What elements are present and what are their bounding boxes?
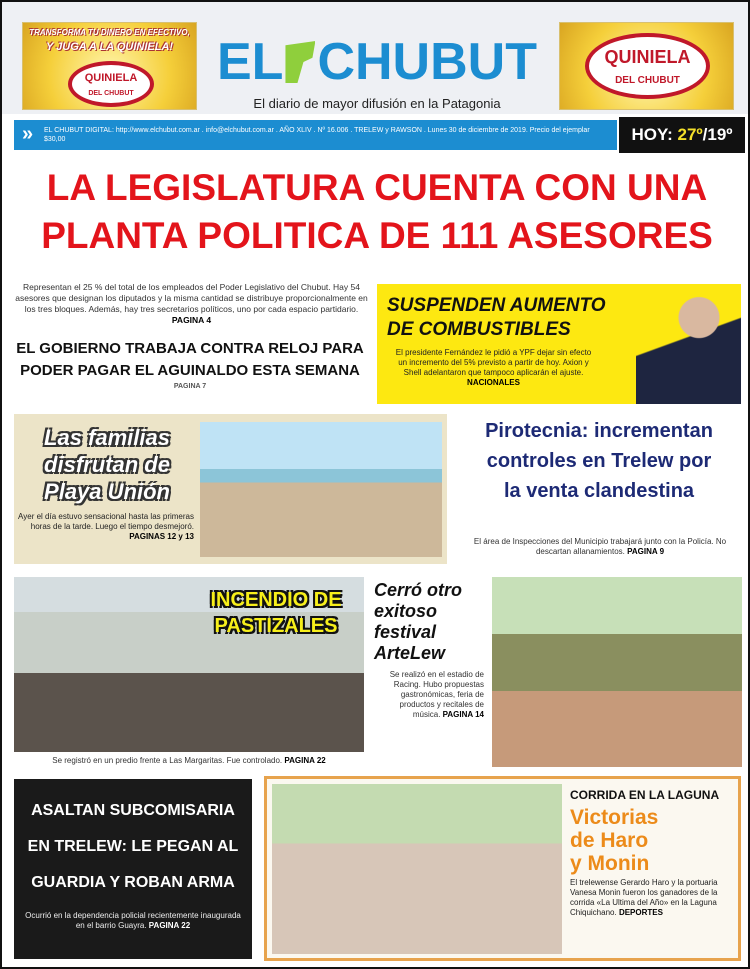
info-text: EL CHUBUT DIGITAL: http://www.elchubut.com.ar . info@elchubut.com.ar . AÑO XLIV . Nº 16.006 . TRELEW y RAWSON . Lunes 30 de diciembre de 2019. Precio del ejemplar $30,00	[44, 127, 590, 143]
info-bar	[14, 120, 617, 150]
logo[interactable]: EL CHUBUT	[217, 33, 537, 91]
main-headline[interactable]: LA LEGISLATURA CUENTA CON UNA PLANTA POLITICA DE 111 ASESORES	[41, 167, 713, 256]
incendio-text: Se registró en un predio frente a Las Margaritas. Fue controlado. PAGINA 22	[52, 756, 326, 765]
temperature-box: HOY: 27º/19º	[619, 117, 745, 153]
subcomisaria-text: Ocurrió en la dependencia policial recientemente inaugurada en el barrio Guayra. PAGINA 22	[25, 911, 241, 930]
incendio-headline[interactable]: INCENDIO DE PASTIZALES	[210, 589, 342, 637]
ad-text: TRANSFORMA TU DINERO EN EFECTIVO,	[29, 28, 190, 37]
combustibles-text: El presidente Fernández le pidió a YPF dejar sin efecto un incremento del 5% previsto a partir de hoy. Axion y Shell adelantaron que tampoco aplicarán el ajuste. NACIONALES	[395, 348, 592, 387]
combustibles-headline: SUSPENDEN AUMENTO DE COMBUSTIBLES	[387, 295, 606, 340]
festival-photo	[492, 577, 742, 767]
corrida-kicker: CORRIDA EN LA LAGUNA	[570, 788, 720, 802]
president-photo	[636, 284, 741, 404]
chevron-right-icon: »	[22, 123, 34, 145]
playa-text: Ayer el día estuvo sensacional hasta las primeras horas de la tarde. Luego el tiempo desmejoró. PAGINAS 12 y 13	[18, 512, 194, 541]
temp-min: 19º	[707, 125, 733, 144]
temp-max: 27º	[677, 125, 703, 144]
chubut-map-icon	[285, 41, 315, 83]
subcomisaria-story[interactable]	[14, 779, 252, 959]
beach-family-photo	[200, 422, 442, 557]
combustibles-story[interactable]	[377, 284, 741, 404]
corrida-text: El trelewense Gerardo Haro y la portuaria Vanesa Monin fueron los ganadores de la corrida «La Ultima del Año» en la Laguna Chiquichano. DEPORTES	[570, 878, 718, 917]
artelew-headline[interactable]: Cerró otro exitoso festival ArteLew	[374, 580, 463, 663]
subcomisaria-headline: ASALTAN SUBCOMISARIA EN TRELEW: LE PEGAN AL GUARDIA Y ROBAN ARMA	[27, 802, 239, 891]
quiniela-ad-left[interactable]	[22, 22, 197, 110]
pirotecnia-headline[interactable]: Pirotecnia: incrementan controles en Trelew por la venta clandestina	[485, 420, 713, 502]
ad-text: Y JUGA A LA QUINIELA!	[45, 41, 174, 53]
quiniela-logo: QUINIELA DEL CHUBUT	[585, 33, 710, 99]
tagline: El diario de mayor difusión en la Patagonia	[253, 96, 501, 111]
playa-headline: Las familias disfrutan de Playa Unión	[44, 425, 170, 504]
runners-photo	[272, 784, 562, 954]
artelew-text: Se realizó en el estadio de Racing. Hubo propuestas gastronómicas, feria de productos y recitales de música. PAGINA 14	[389, 670, 484, 719]
quiniela-logo: QUINIELA DEL CHUBUT	[68, 61, 154, 107]
quiniela-ad-right[interactable]	[559, 22, 734, 110]
pirotecnia-text: El área de Inspecciones del Municipio trabajará junto con la Policía. No descartan allanamientos. PAGINA 9	[473, 537, 727, 556]
main-summary: Representan el 25 % del total de los empleados del Poder Legislativo del Chubut. Hay 54 asesores que designan los diputados y la misma cantidad se distribuye proporcionalmente en los tres bloques. Además, hay tres secretarios políticos, uno por cada espacio partidario. PAGINA 4	[15, 282, 368, 325]
gobierno-headline[interactable]: EL GOBIERNO TRABAJA CONTRA RELOJ PARA PODER PAGAR EL AGUINALDO ESTA SEMANA PAGINA 7	[16, 340, 364, 390]
corrida-headline: Victorias de Haro y Monin	[570, 806, 659, 875]
